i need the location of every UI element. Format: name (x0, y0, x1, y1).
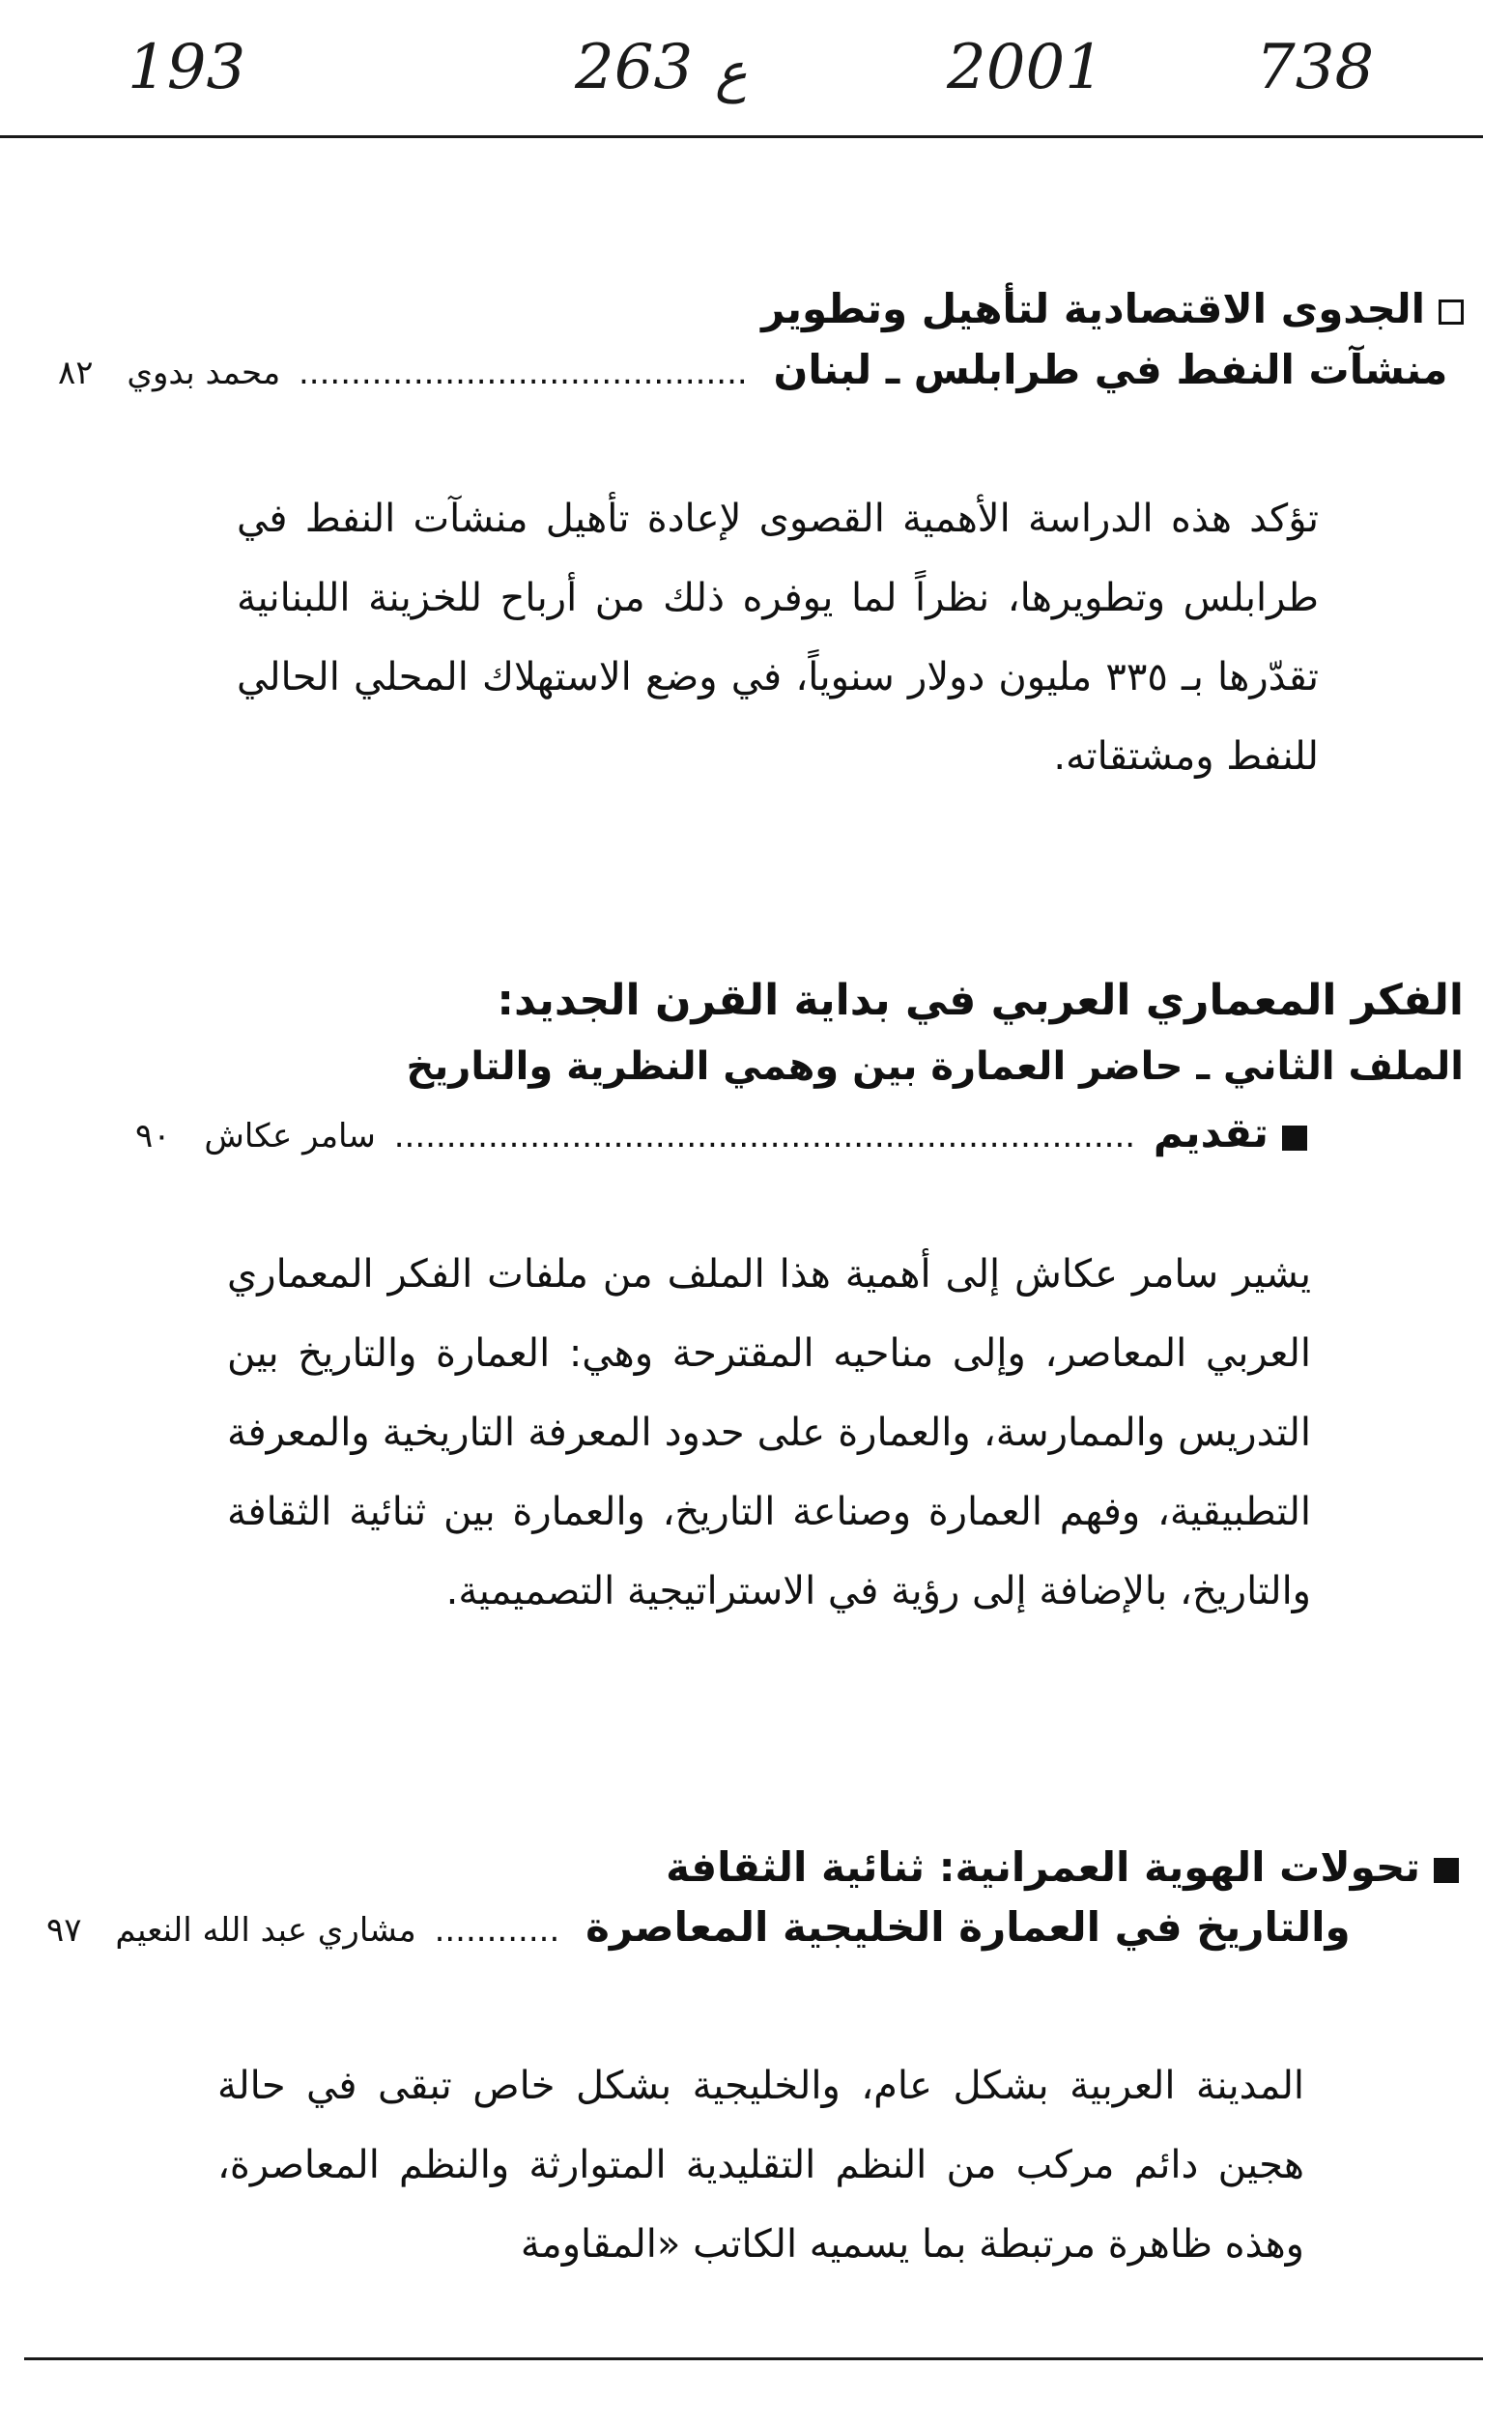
handwritten-page-number-right: 738 (1256, 32, 1375, 103)
handwritten-issue-number: 263 (575, 32, 694, 103)
article-1-title-line-2: منشآت النفط في طرابلس ـ لبنان (773, 346, 1448, 393)
header-rule (0, 135, 1483, 138)
empty-square-icon (1439, 300, 1464, 325)
article-1-author: محمد بدوي (127, 354, 281, 392)
article-3-author: مشاري عبد الله النعيم (115, 1911, 416, 1950)
article-3-page: ٩٧ (46, 1911, 82, 1950)
handwritten-page-number-left: 193 (128, 32, 246, 103)
article-1-byline (58, 346, 1447, 394)
handwritten-issue-mark: ع (715, 42, 748, 104)
article-3-title-line-2: والتاريخ في العمارة الخليجية المعاصرة (585, 1903, 1351, 1951)
article-2-title: تقديم (1153, 1109, 1269, 1156)
article-3-title-line-1: تحولات الهوية العمرانية: ثنائية الثقافة (666, 1843, 1459, 1892)
article-3-abstract: المدينة العربية بشكل عام، والخليجية بشكل خاص تبقى في حالة هجين دائم مركب من النظم التقليدية المتوارثة والنظم المعاصرة، وهذه ظاهرة مرتبطة بما يسميه الكاتب «المقاومة (217, 2064, 1304, 2267)
article-2-author: سامر عكاش (204, 1117, 376, 1155)
filled-square-icon (1434, 1858, 1459, 1883)
section-subheading: الملف الثاني ـ حاضر العمارة بين وهمي النظرية والتاريخ (406, 1044, 1464, 1089)
article-1-abstract: تؤكد هذه الدراسة الأهمية القصوى لإعادة تأهيل منشآت النفط في طرابلس وتطويرها، نظراً لما يوفره ذلك من أرباح للخزينة اللبنانية تقدّرها بـ ٣٣٥ مليون دولار سنوياً، في وضع الاستهلاك المحلي الحالي للنفط ومشتقاته. (237, 497, 1320, 779)
leader-dots: ............ (434, 1911, 560, 1950)
article-1-title-line-1: الجدوى الاقتصادية لتأهيل وتطوير (761, 285, 1464, 333)
leader-dots: ........................................... (298, 354, 748, 392)
article-1-page: ٨٢ (58, 354, 94, 392)
article-2-page: ٩٠ (135, 1117, 171, 1155)
leader-dots: ....................................................................... (393, 1117, 1136, 1155)
filled-square-icon (1282, 1126, 1307, 1151)
footer-rule (24, 2357, 1483, 2360)
handwritten-year: 2001 (947, 32, 1104, 103)
article-2-abstract: يشير سامر عكاش إلى أهمية هذا الملف من ملفات الفكر المعماري العربي المعاصر، وإلى مناحيه المقترحة وهي: العمارة والتاريخ بين التدريس والممارسة، والعمارة على حدود المعرفة التاريخية والمعرفة التطبيقية، وفهم العمارة وصناعة التاريخ، والعمارة بين ثنائية الثقافة والتاريخ، بالإضافة إلى رؤية في الاستراتيجية التصميمية. (227, 1252, 1311, 1613)
section-heading: الفكر المعماري العربي في بداية القرن الجديد: (497, 976, 1464, 1025)
article-3-byline (46, 1903, 1351, 1952)
article-2-byline (135, 1109, 1307, 1157)
